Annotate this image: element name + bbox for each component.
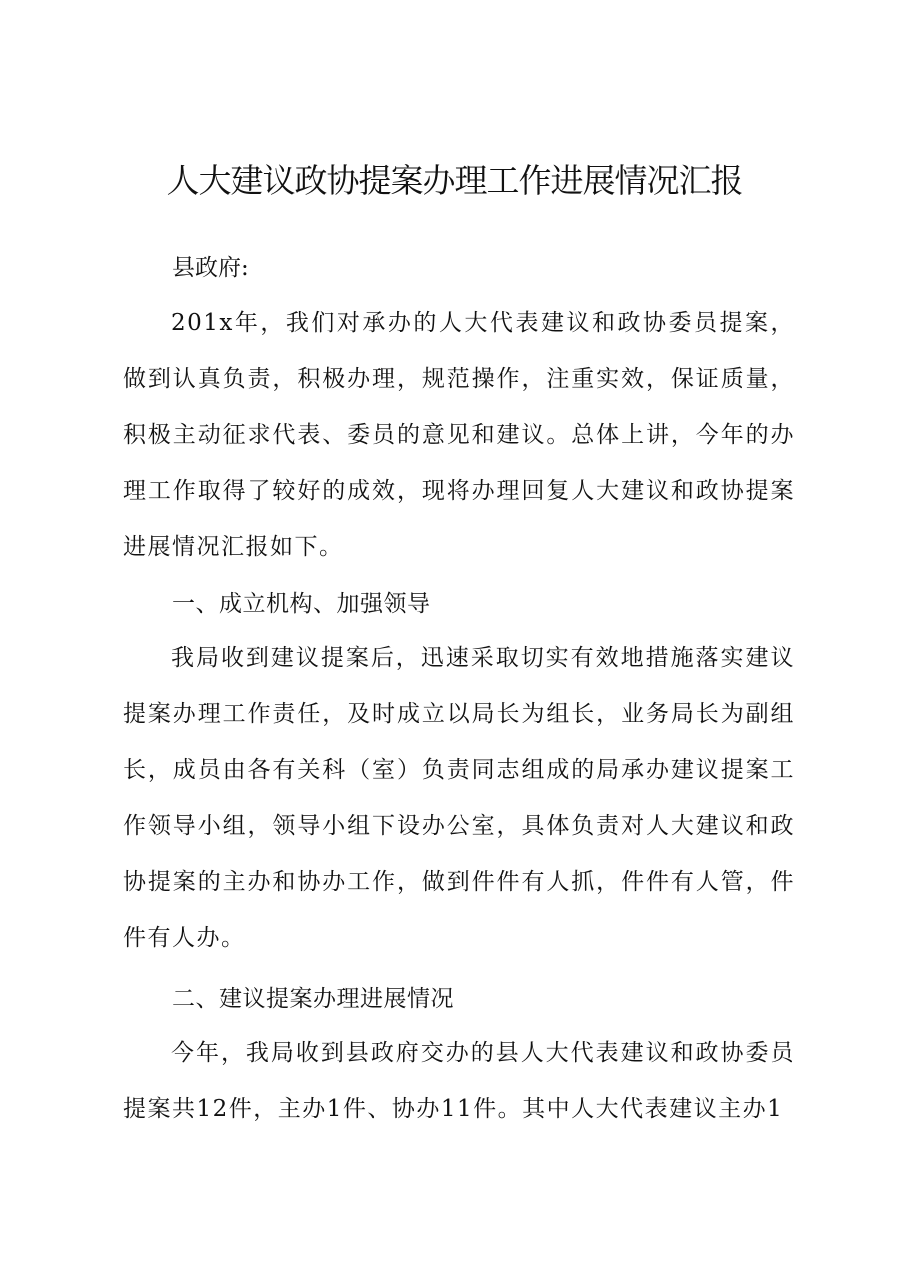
document-title: 人大建议政协提案办理工作进展情况汇报 xyxy=(166,161,743,200)
paragraph-intro: 201x年，我们对承办的人大代表建议和政协委员提案，做到认真负责，积极办理，规范操作，注重实效，保证质量，积极主动征求代表、委员的意见和建议。总体上讲，今年的办理工作取得了较好的成效，现将办理回复人大建议和政协提案进展情况汇报如下。 xyxy=(123,310,795,560)
paragraph-section-2: 今年，我局收到县政府交办的县人大代表建议和政协委员提案共12件，主办1件、协办11件。其中人大代表建议主办1 xyxy=(123,1040,795,1122)
paragraph-section-1: 我局收到建议提案后，迅速采取切实有效地措施落实建议提案办理工作责任，及时成立以局长为组长，业务局长为副组长，成员由各有关科（室）负责同志组成的局承办建议提案工作领导小组，领导小组下设办公室，具体负责对人大建议和政协提案的主办和协办工作，做到件件有人抓，件件有人管，件件有人办。 xyxy=(123,645,795,951)
section-heading-1: 一、成立机构、加强领导 xyxy=(172,591,431,617)
salutation: 县政府: xyxy=(172,255,249,281)
section-heading-2: 二、建议提案办理进展情况 xyxy=(172,986,454,1012)
